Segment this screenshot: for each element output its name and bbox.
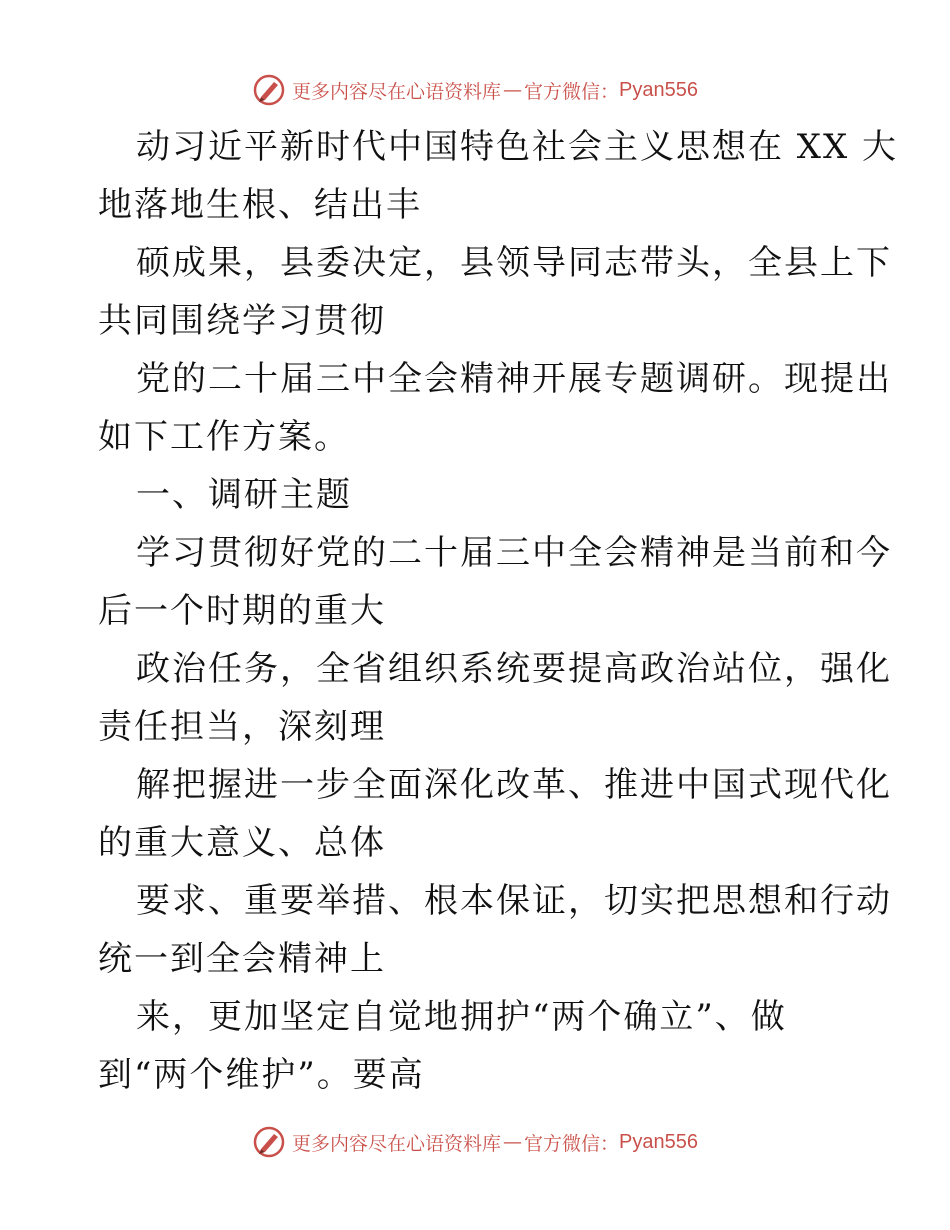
footer-watermark-banner — [0, 1122, 950, 1162]
footer-banner-text: 更多内容尽在心语资料库 — [292, 1132, 502, 1155]
document-body — [98, 118, 899, 1104]
body-line: 学习贯彻好党的二十届三中全会精神是当前和今 — [136, 533, 892, 573]
body-line: 政治任务，全省组织系统要提高政治站位，强化 — [136, 649, 892, 689]
section-heading: 一、调研主题 — [136, 475, 352, 515]
body-line: 共同围绕学习贯彻 — [98, 301, 386, 341]
footer-banner-wechat-id: Pyan556 — [619, 1130, 698, 1153]
body-line: 地落地生根、结出丰 — [98, 185, 422, 225]
body-line: 到“两个维护”。要高 — [98, 1055, 425, 1095]
footer-banner-wechat-label: 官方微信： — [524, 1132, 620, 1155]
header-banner-wechat-label: 官方微信： — [524, 80, 620, 103]
body-line: 统一到全会精神上 — [98, 939, 386, 979]
body-line: 来，更加坚定自觉地拥护“两个确立”、做 — [136, 997, 787, 1037]
body-line: 硕成果，县委决定，县领导同志带头，全县上下 — [136, 243, 892, 283]
body-line: 要求、重要举措、根本保证，切实把思想和行动 — [136, 881, 892, 921]
footer-banner-separator: — — [503, 1131, 523, 1153]
header-banner-text: 更多内容尽在心语资料库 — [292, 80, 502, 103]
pen-logo-icon — [252, 73, 286, 107]
pen-logo-icon — [252, 1125, 286, 1159]
body-line: 责任担当，深刻理 — [98, 707, 386, 747]
body-line: 解把握进一步全面深化改革、推进中国式现代化 — [136, 765, 892, 805]
header-banner-separator: — — [503, 79, 523, 101]
body-line: 党的二十届三中全会精神开展专题调研。现提出 — [136, 359, 892, 399]
header-watermark-banner — [0, 70, 950, 110]
header-banner-wechat-id: Pyan556 — [619, 78, 698, 101]
body-line: 的重大意义、总体 — [98, 823, 386, 863]
body-line: 如下工作方案。 — [98, 417, 350, 457]
body-line: 后一个时期的重大 — [98, 591, 386, 631]
body-line: 动习近平新时代中国特色社会主义思想在 XX 大 — [136, 127, 899, 167]
